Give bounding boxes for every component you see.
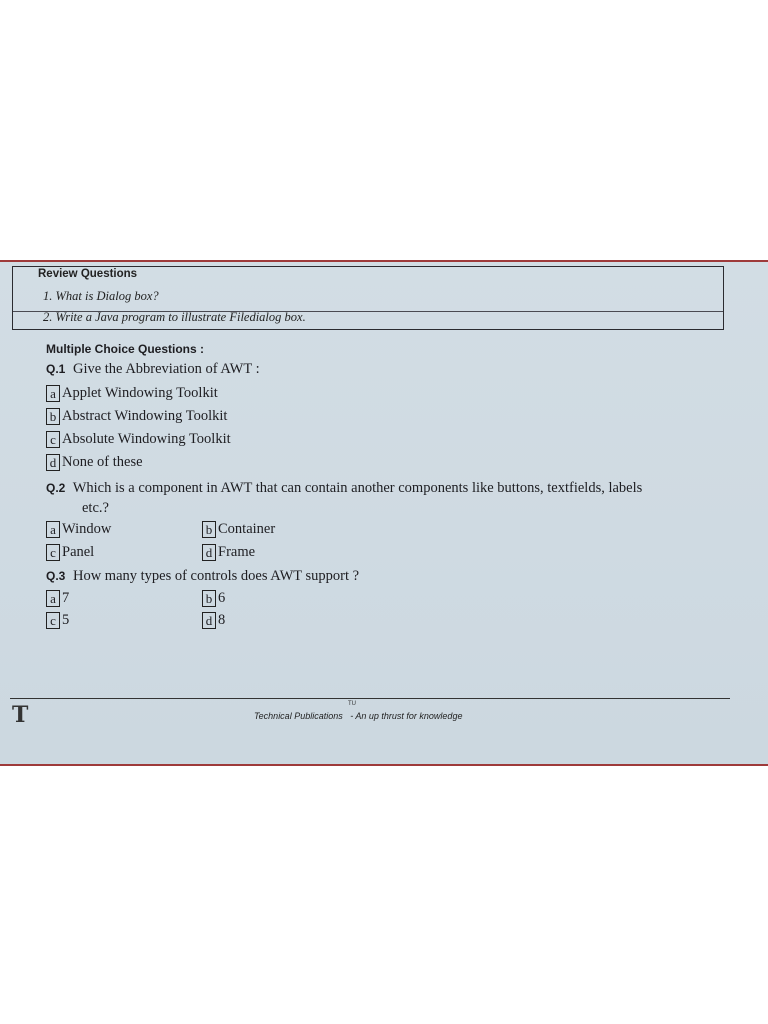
option-text: Panel	[62, 544, 95, 560]
review-question-1: 1. What is Dialog box?	[43, 289, 159, 303]
footer-rule	[10, 698, 730, 699]
option-text: Absolute Windowing Toolkit	[62, 431, 231, 447]
q2-option-c	[46, 544, 94, 561]
option-letter-box: c	[46, 431, 60, 448]
q3-option-c	[46, 612, 69, 629]
option-letter-box: b	[202, 590, 216, 607]
option-letter-box: b	[202, 521, 216, 538]
question-text: Which is a component in AWT that can contain another components like buttons, textfields, labels	[72, 480, 643, 496]
q2-option-a	[46, 521, 111, 538]
q1-option-c	[46, 431, 231, 448]
footer-publisher-text: Technical Publications - An up thrust for knowledge	[254, 711, 463, 721]
question-2	[46, 478, 722, 518]
book-page	[0, 262, 768, 764]
q1-option-d	[46, 454, 143, 471]
q3-option-d	[202, 612, 225, 629]
book-page-photo	[0, 260, 768, 766]
footer-mark: TU	[348, 701, 356, 707]
question-number: Q.2	[46, 481, 66, 495]
review-title: Review Questions	[38, 268, 138, 280]
option-text: Applet Windowing Toolkit	[62, 385, 218, 401]
option-text: 7	[62, 590, 70, 606]
option-text: 8	[218, 612, 226, 628]
option-letter-box: c	[46, 544, 60, 561]
option-letter-box: a	[46, 590, 60, 607]
option-text: None of these	[62, 454, 143, 470]
q1-option-b	[46, 408, 227, 425]
option-letter-box: d	[202, 544, 216, 561]
q1-option-a	[46, 385, 218, 402]
mcq-heading: Multiple Choice Questions :	[46, 342, 205, 356]
option-letter-box: d	[202, 612, 216, 629]
review-question-2: 2. Write a Java program to illustrate Filedialog box.	[43, 310, 306, 324]
q2-option-d	[202, 544, 255, 561]
question-number: Q.3	[46, 569, 66, 583]
option-letter-box: d	[46, 454, 60, 471]
q3-option-b	[202, 590, 225, 607]
question-text: Give the Abbreviation of AWT :	[72, 361, 260, 377]
option-letter-box: a	[46, 385, 60, 402]
option-letter-box: a	[46, 521, 60, 538]
question-1	[46, 361, 260, 378]
question-text: How many types of controls does AWT support ?	[72, 568, 360, 584]
option-text: Window	[62, 521, 112, 537]
option-text: Frame	[218, 544, 256, 560]
option-text: 5	[62, 612, 70, 628]
option-text: 6	[218, 590, 226, 606]
option-text: Container	[218, 521, 276, 537]
question-number: Q.1	[46, 362, 66, 376]
q2-option-b	[202, 521, 275, 538]
publisher-logo: T	[12, 702, 29, 728]
question-text-continued: etc.?	[82, 500, 109, 516]
option-letter-box: b	[46, 408, 60, 425]
q3-option-a	[46, 590, 69, 607]
question-3	[46, 568, 359, 585]
option-text: Abstract Windowing Toolkit	[62, 408, 228, 424]
option-letter-box: c	[46, 612, 60, 629]
